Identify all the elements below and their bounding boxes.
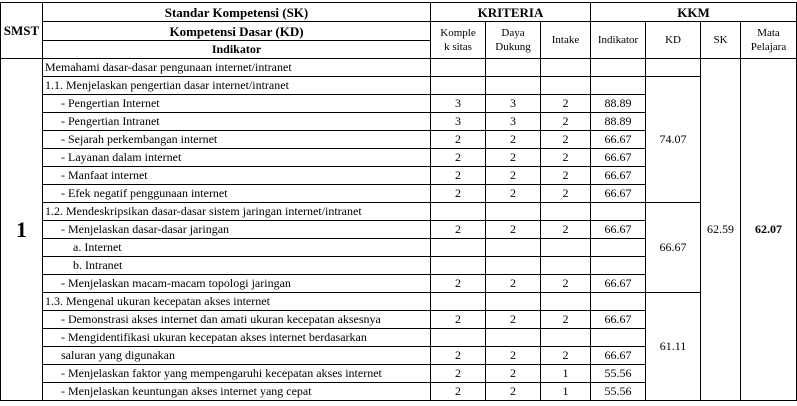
kompleksitas-value: 3 (431, 113, 486, 131)
kd-title: 1.1. Menjelaskan pengertian dasar internet/intranet (43, 77, 431, 95)
mapel-value: 62.07 (741, 59, 797, 401)
indikator-value: 66.67 (591, 221, 646, 239)
header-mata-line2: Pelajara (750, 41, 787, 53)
header-sk: Standar Kompetensi (SK) (43, 3, 431, 22)
header-kompleksitas (431, 22, 486, 59)
sk-value: 62.59 (701, 59, 741, 401)
kompleksitas-value: 2 (431, 131, 486, 149)
header-kkm-indikator: Indikator (591, 22, 646, 59)
indikator-value: 66.67 (591, 131, 646, 149)
indikator-text: - Layanan dalam internet (43, 149, 431, 167)
indikator-text: - Menjelaskan macam-macam topologi jaringan (43, 275, 431, 293)
header-intake: Intake (541, 22, 591, 59)
header-kd: Kompetensi Dasar (KD) (43, 22, 431, 41)
intake-value: 2 (541, 95, 591, 113)
kompleksitas-value: 2 (431, 221, 486, 239)
header-mata-pelajaran (741, 22, 797, 59)
indikator-text: - Efek negatif penggunaan internet (43, 185, 431, 203)
daya-dukung-value: 2 (486, 221, 541, 239)
header-kkm-kd: KD (646, 22, 701, 59)
indikator-value: 66.67 (591, 347, 646, 365)
indikator-value: 66.67 (591, 185, 646, 203)
kompleksitas-value: 3 (431, 95, 486, 113)
kompleksitas-value: 2 (431, 275, 486, 293)
kompleksitas-value: 2 (431, 347, 486, 365)
indikator-value: 55.56 (591, 383, 646, 401)
kompleksitas-value: 2 (431, 149, 486, 167)
header-kkm: KKM (591, 3, 797, 22)
intake-value: 2 (541, 167, 591, 185)
kd-value: 66.67 (646, 203, 701, 293)
header-kriteria: KRITERIA (431, 3, 591, 22)
kd-title: 1.2. Mendeskripsikan dasar-dasar sistem jaringan internet/intranet (43, 203, 431, 221)
daya-dukung-value: 2 (486, 347, 541, 365)
indikator-value: 66.67 (591, 149, 646, 167)
header-indikator: Indikator (43, 41, 431, 59)
kompleksitas-value: 2 (431, 167, 486, 185)
kompleksitas-value: 2 (431, 365, 486, 383)
daya-dukung-value: 2 (486, 383, 541, 401)
indikator-text: b. Intranet (43, 257, 431, 275)
kompleksitas-value: 2 (431, 383, 486, 401)
intake-value: 2 (541, 185, 591, 203)
kd-value: 61.11 (646, 293, 701, 401)
indikator-text: - Sejarah perkembangan internet (43, 131, 431, 149)
daya-dukung-value: 2 (486, 185, 541, 203)
kompleksitas-value: 2 (431, 311, 486, 329)
daya-dukung-value: 2 (486, 275, 541, 293)
header-mata-line1: Mata (757, 27, 780, 39)
header-daya-dukung (486, 22, 541, 59)
daya-dukung-value: 2 (486, 365, 541, 383)
kompleksitas-value: 2 (431, 185, 486, 203)
daya-dukung-value: 3 (486, 95, 541, 113)
intake-value: 2 (541, 221, 591, 239)
indikator-text: a. Internet (43, 239, 431, 257)
indikator-text: saluran yang digunakan (43, 347, 431, 365)
sk-text: Memahami dasar-dasar pengunaan internet/intranet (43, 59, 431, 77)
indikator-text: - Mengidentifikasi ukuran kecepatan akses internet berdasarkan (43, 329, 431, 347)
indikator-text: - Menjelaskan keuntungan akses internet yang cepat (43, 383, 431, 401)
header-smst: SMST (1, 3, 43, 59)
indikator-value: 66.67 (591, 311, 646, 329)
header-kkm-sk: SK (701, 22, 741, 59)
intake-value: 2 (541, 113, 591, 131)
intake-value: 1 (541, 383, 591, 401)
indikator-text: - Pengertian Internet (43, 95, 431, 113)
kd-title: 1.3. Mengenal ukuran kecepatan akses internet (43, 293, 431, 311)
daya-dukung-value: 2 (486, 311, 541, 329)
intake-value: 2 (541, 131, 591, 149)
indikator-text: - Demonstrasi akses internet dan amati ukuran kecepatan aksesnya (43, 311, 431, 329)
kkm-table (0, 2, 797, 401)
header-daya-line2: Dukung (495, 41, 531, 53)
daya-dukung-value: 3 (486, 113, 541, 131)
semester-number: 1 (1, 59, 43, 401)
indikator-value: 66.67 (591, 275, 646, 293)
indikator-value: 66.67 (591, 167, 646, 185)
intake-value: 1 (541, 365, 591, 383)
intake-value: 2 (541, 275, 591, 293)
intake-value: 2 (541, 149, 591, 167)
indikator-text: - Menjelaskan faktor yang mempengaruhi kecepatan akses internet (43, 365, 431, 383)
intake-value: 2 (541, 347, 591, 365)
intake-value: 2 (541, 311, 591, 329)
indikator-text: - Menjelaskan dasar-dasar jaringan (43, 221, 431, 239)
indikator-value: 88.89 (591, 113, 646, 131)
header-kompleksitas-line2: k sitas (444, 41, 472, 53)
header-kompleksitas-line1: Komple (440, 27, 476, 39)
header-daya-line1: Daya (501, 27, 525, 39)
indikator-text: - Manfaat internet (43, 167, 431, 185)
kd-value: 74.07 (646, 77, 701, 203)
indikator-value: 88.89 (591, 95, 646, 113)
indikator-value: 55.56 (591, 365, 646, 383)
indikator-text: - Pengertian Intranet (43, 113, 431, 131)
daya-dukung-value: 2 (486, 167, 541, 185)
daya-dukung-value: 2 (486, 149, 541, 167)
daya-dukung-value: 2 (486, 131, 541, 149)
